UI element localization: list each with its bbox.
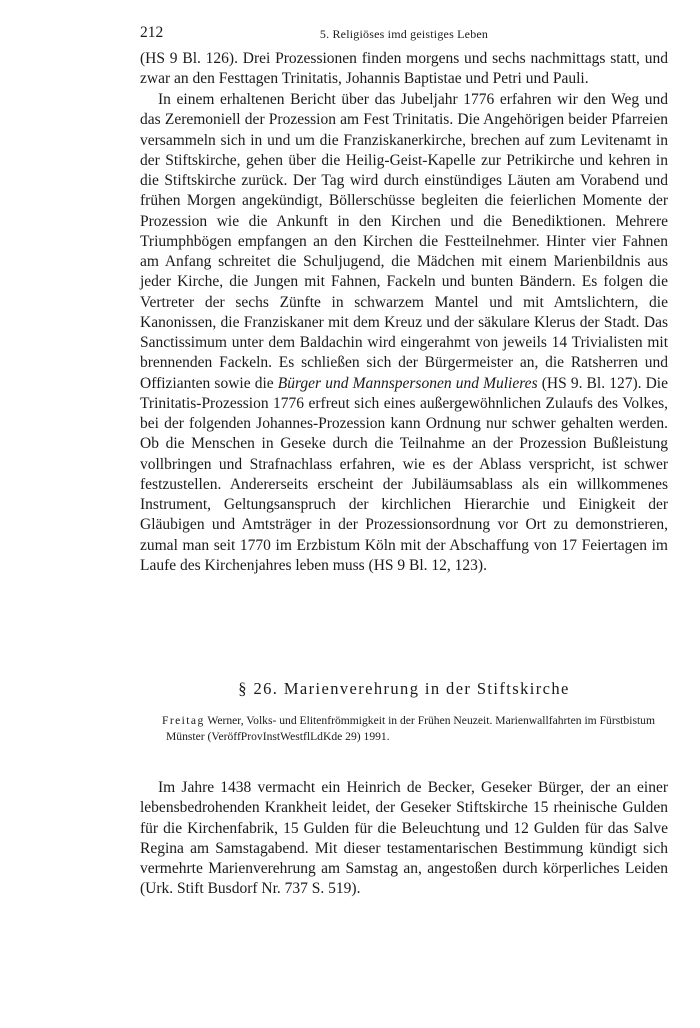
bibliography-author: Freitag [162, 714, 205, 727]
paragraph-text: In einem erhaltenen Bericht über das Jubeljahr 1776 erfahren wir den Weg und das Zeremoniell der Prozession am Fest Trinitatis. Die Angehörigen beider Pfarreien versammeln sich in und um die Franziskanerkirche, brechen auf zum Levitenamt in der Stiftskirche, gehen über die Heilig-Geist-Kapelle zur Petrikirche und kehren in die Stiftskirche zurück. Der Tag wird durch einstündiges Läuten am Vorabend und frühen Morgen angekündigt, Böllerschüsse begleiten die feierlichen Momente der Prozession wie die Ankunft in den Kirchen und die Benediktionen. Mehrere Triumphbögen empfangen an den Kirchen die Festteilnehmer. Hinter vier Fahnen am Anfang schreitet die Schuljugend, die Mädchen mit einem Marienbildnis aus jeder Kirche, die Jungen mit Fahnen, Fackeln und bunten Bändern. Es folgen die Vertreter der sechs Zünfte in schwarzem Mantel und mit Amtslichtern, die Kanonissen, die Franziskaner mit dem Kreuz und der säkulare Klerus der Stadt. Das Sanctissimum unter dem Baldachin wird eingerahmt von jeweils 14 Trivialisten mit brennenden Fackeln. Es schließen sich der Bürgermeister an, die Ratsherren und Offizianten sowie die [140, 91, 668, 392]
paragraph-procession-report [140, 90, 668, 576]
italic-quotation: Bürger und Mannspersonen und Mulieres [277, 374, 538, 392]
bibliography-text: Werner, Volks- und Elitenfrömmigkeit in der Frühen Neuzeit. Marienwallfahrten im Fürstbistum Münster (VeröffProvInstWestflLdKde 29) 1991. [166, 714, 655, 743]
bibliography-entry [162, 713, 666, 744]
section-heading: § 26. Marienverehrung in der Stiftskirche [238, 679, 570, 698]
paragraph-marian-veneration: Im Jahre 1438 vermacht ein Heinrich de Becker, Geseker Bürger, der an einer lebensbedrohenden Krankheit leidet, der Geseker Stiftskirche 15 rheinische Gulden für die Kirchenfabrik, 15 Gulden für die Beleuchtung und 12 Gulden für das Salve Regina am Samstagabend. Mit dieser testamentarischen Bestimmung kündigt sich vermehrte Marienverehrung am Samstag an, angestoßen durch körperliches Leiden (Urk. Stift Busdorf Nr. 737 S. 519). [140, 779, 668, 898]
paragraph-continuation: (HS 9 Bl. 126). Drei Prozessionen finden morgens und sechs nachmittags statt, und zwar an den Festtagen Trinitatis, Johannis Baptistae und Petri und Pauli. [140, 50, 668, 88]
page-number: 212 [140, 24, 164, 41]
running-title: 5. Religiöses imd geistiges Leben [319, 27, 489, 41]
paragraph-text: (HS 9. Bl. 127). Die Trinitatis-Prozession 1776 erfreut sich eines außergewöhnlichen Zulaufs des Volkes, bei der folgenden Johannes-Prozession kann Ordnung nur schwer gehalten werden. Ob die Menschen in Geseke durch die Teilnahme an der Prozession Bußleistung vollbringen und Strafnachlass erfahren, wie es der Ablass verspricht, ist schwer festzustellen. Andererseits erscheint der Jubiläumsablass als ein willkommenes Instrument, Geltungsanspruch der kirchlichen Hierarchie und Einigkeit der Gläubigen und Amtsträger in der Prozessionsordnung vor Ort zu demonstrieren, zumal man seit 1770 im Erzbistum Köln mit der Abschaffung von 17 Feiertagen im Laufe des Kirchenjahres leben muss (HS 9 Bl. 12, 123). [140, 374, 668, 574]
page-header [140, 24, 668, 44]
